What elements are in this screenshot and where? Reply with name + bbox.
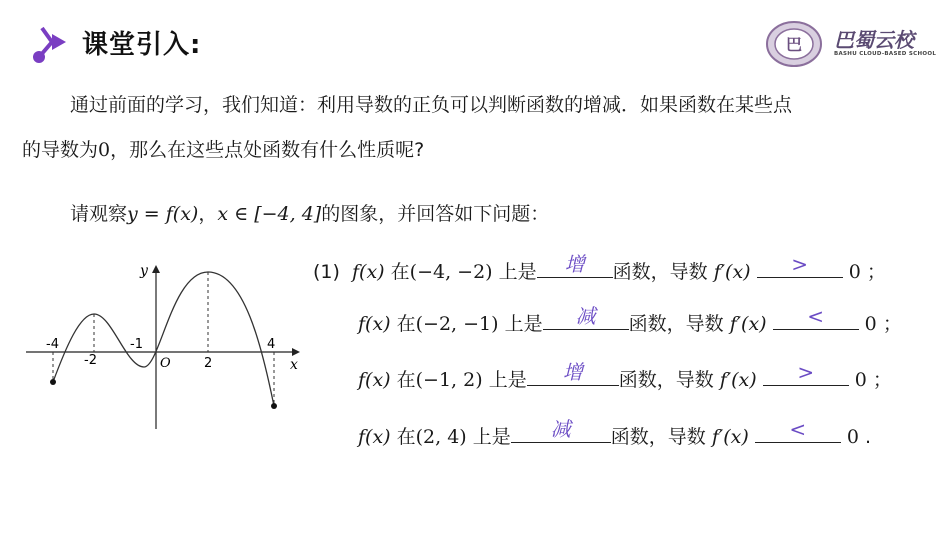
q4-fx: f(x) bbox=[358, 426, 391, 448]
q3-fx: f(x) bbox=[358, 369, 391, 391]
origin-label: O bbox=[160, 356, 171, 371]
q4-answer-blank[interactable] bbox=[511, 417, 611, 443]
q1-answer: 增 bbox=[564, 252, 585, 276]
left-endpoint bbox=[50, 379, 56, 385]
q3-func-word: 函数，导数 bbox=[618, 369, 714, 391]
intro-line-1: 通过前面的学习，我们知道：利用导数的正负可以判断函数的增减．如果函数在某些点 bbox=[70, 94, 793, 116]
q1-zero: 0 bbox=[848, 261, 861, 283]
q1-sign: > bbox=[791, 252, 809, 276]
intro-line-2 bbox=[22, 137, 424, 163]
intro-zero: 0 bbox=[98, 139, 111, 161]
q1-at: 在 bbox=[390, 261, 410, 283]
q3-at: 在 bbox=[396, 369, 416, 391]
q4-func-word: 函数，导数 bbox=[610, 426, 706, 448]
tick-label-neg2: -2 bbox=[84, 353, 97, 368]
right-endpoint bbox=[271, 403, 277, 409]
q2-fx: f(x) bbox=[358, 313, 391, 335]
tick-label-neg4: -4 bbox=[46, 337, 59, 352]
intro-text-end: ，那么在这些点处函数有什么性质呢? bbox=[110, 139, 425, 161]
tick-label-2: 2 bbox=[204, 356, 213, 371]
q2-answer: 减 bbox=[575, 304, 596, 328]
q4-sign: < bbox=[789, 417, 807, 441]
q4-interval: (2, 4) bbox=[415, 426, 467, 448]
q1-fx: f(x) bbox=[352, 261, 385, 283]
observe-comma: ， bbox=[198, 203, 218, 225]
q1-interval: (−4, −2) bbox=[409, 261, 493, 283]
logo-subtitle: BASHU CLOUD-BASED SCHOOL bbox=[834, 51, 937, 57]
q1-on: 上是 bbox=[498, 261, 537, 283]
q1-func-word: 函数，导数 bbox=[612, 261, 708, 283]
q2-interval: (−2, −1) bbox=[415, 313, 499, 335]
q4-on: 上是 bbox=[472, 426, 511, 448]
y-axis-arrow-icon bbox=[152, 265, 160, 273]
q3-dfx: f′(x) bbox=[719, 369, 757, 391]
q3-answer-blank[interactable] bbox=[527, 360, 619, 386]
q3-sign: > bbox=[797, 360, 815, 384]
q3-zero: 0 bbox=[854, 369, 867, 391]
q3-interval: (−1, 2) bbox=[415, 369, 483, 391]
q1-end: ； bbox=[866, 261, 886, 283]
q2-at: 在 bbox=[396, 313, 416, 335]
school-logo-icon bbox=[764, 20, 824, 68]
q1-dfx: f′(x) bbox=[713, 261, 751, 283]
observe-func: y = f(x) bbox=[127, 203, 199, 225]
q2-sign: < bbox=[807, 304, 824, 328]
q2-func-word: 函数，导数 bbox=[628, 313, 724, 335]
q2-on: 上是 bbox=[504, 313, 543, 335]
function-curve bbox=[53, 272, 274, 406]
observe-domain: x ∈ [−4, 4] bbox=[217, 203, 322, 225]
section-bullet-icon bbox=[30, 22, 74, 66]
q3-end: ； bbox=[872, 369, 892, 391]
q1-sign-blank[interactable] bbox=[757, 252, 843, 278]
logo-text: 巴蜀云校 bbox=[834, 28, 914, 52]
q4-dfx: f′(x) bbox=[711, 426, 749, 448]
x-axis-label: x bbox=[290, 357, 298, 373]
question-row-2 bbox=[358, 304, 902, 337]
page-title: 课堂引入: bbox=[82, 30, 202, 60]
q3-answer: 增 bbox=[562, 360, 583, 384]
q2-zero: 0 bbox=[864, 313, 877, 335]
q4-zero: 0 bbox=[846, 426, 859, 448]
q2-sign-blank[interactable] bbox=[773, 304, 859, 330]
q4-answer: 减 bbox=[550, 417, 571, 441]
x-axis-arrow-icon bbox=[292, 348, 300, 356]
intro-text: 的导数为 bbox=[22, 139, 99, 161]
q4-end: . bbox=[864, 426, 872, 448]
svg-text:巴: 巴 bbox=[785, 35, 803, 54]
q3-sign-blank[interactable] bbox=[763, 360, 849, 386]
tick-label-4: 4 bbox=[267, 337, 276, 352]
q1-answer-blank[interactable] bbox=[537, 252, 613, 278]
q2-answer-blank[interactable] bbox=[543, 304, 629, 330]
question-row-3 bbox=[358, 360, 892, 393]
question-row-1 bbox=[313, 252, 886, 285]
q2-end: ； bbox=[882, 313, 902, 335]
q4-sign-blank[interactable] bbox=[755, 417, 841, 443]
q4-at: 在 bbox=[396, 426, 416, 448]
tick-label-neg1: -1 bbox=[130, 337, 143, 352]
observe-line bbox=[70, 201, 549, 227]
function-graph bbox=[22, 255, 312, 435]
question-number: (1) bbox=[313, 261, 340, 283]
question-row-4 bbox=[358, 417, 872, 450]
observe-post: 的图象，并回答如下问题： bbox=[321, 203, 550, 225]
q3-on: 上是 bbox=[488, 369, 527, 391]
q2-dfx: f′(x) bbox=[729, 313, 767, 335]
observe-pre: 请观察 bbox=[70, 203, 128, 225]
y-axis-label: y bbox=[140, 263, 148, 279]
